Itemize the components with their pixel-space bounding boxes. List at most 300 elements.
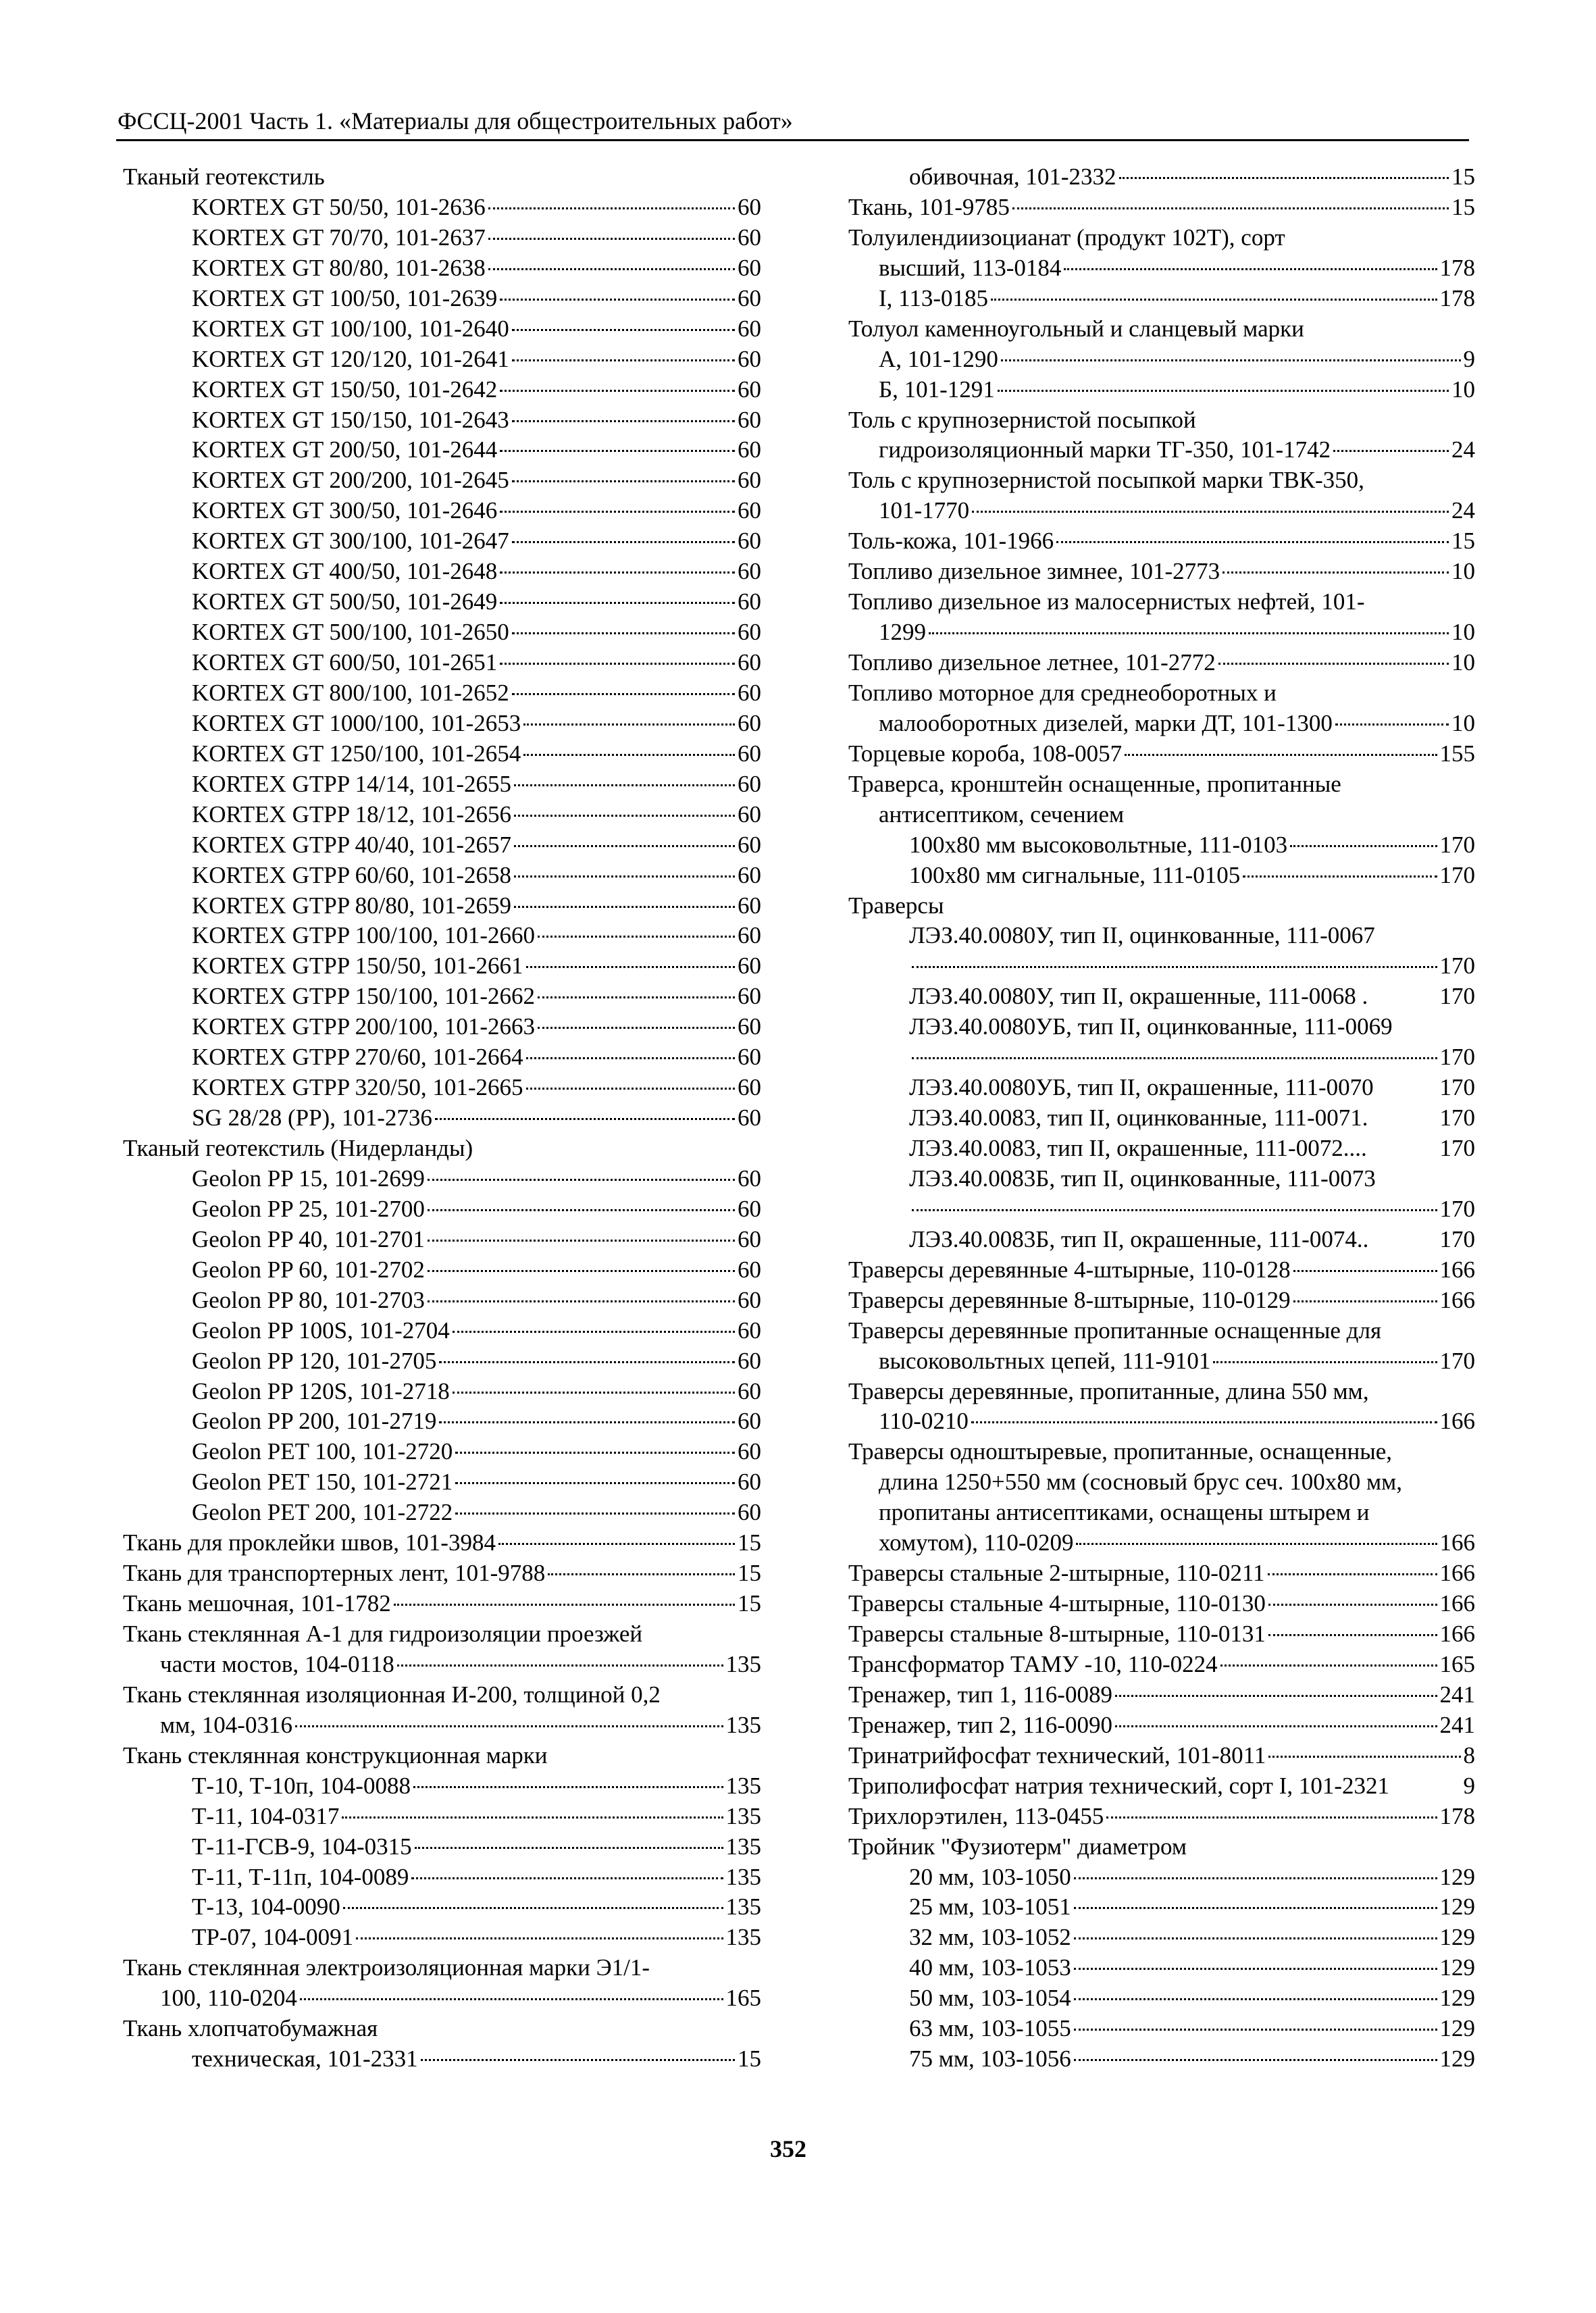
index-entry-text: Толь с крупнозернистой посыпкой марки ТВК-350, [848, 467, 1364, 494]
index-entry-page: 135 [725, 1802, 761, 1829]
index-entry-text: KORTEX GT 300/100, 101-2647 [192, 528, 509, 555]
index-entry-page: 60 [738, 649, 761, 676]
dot-leader [500, 511, 735, 513]
index-entry-text: 101-1770 [879, 497, 970, 524]
dot-leader [394, 1604, 735, 1606]
index-entry-page: 166 [1439, 1286, 1475, 1313]
index-entry-page: 24 [1451, 497, 1475, 524]
index-entry-text: KORTEX GTPP 270/60, 101-2664 [192, 1044, 523, 1071]
index-entry [123, 496, 761, 526]
index-entry [848, 253, 1475, 284]
index-entry-page: 178 [1439, 284, 1475, 311]
index-entry [848, 1406, 1475, 1437]
index-entry [123, 1164, 761, 1194]
index-entry-text: Ткань, 101-9785 [848, 193, 1010, 220]
index-entry-text: ЛЭЗ.40.0080УБ, тип II, окрашенные, 111-0070 [909, 1074, 1374, 1101]
dot-leader [1012, 207, 1449, 209]
dot-leader [413, 1786, 723, 1788]
index-entry-page: 60 [738, 740, 761, 767]
index-entry-page: 60 [738, 1438, 761, 1465]
index-entry-text: 100х80 мм сигнальные, 111-0105 [909, 861, 1241, 888]
index-entry-text: 100, 110-0204 [160, 1985, 297, 2012]
index-entry [123, 1406, 761, 1437]
index-entry [123, 1498, 761, 1528]
index-entry-text: SG 28/28 (PP), 101-2736 [192, 1104, 432, 1132]
index-entry [848, 769, 1475, 800]
index-entry [123, 1862, 761, 1893]
index-entry [123, 709, 761, 739]
index-entry-page: 165 [1439, 1650, 1475, 1677]
index-column-right [848, 162, 1475, 2075]
index-entry-text: KORTEX GT 100/100, 101-2640 [192, 315, 509, 342]
dot-leader [998, 390, 1449, 392]
index-entry-text: Топливо дизельное из малосернистых нефтей, 101- [848, 588, 1365, 615]
index-entry-text: Т-11, 104-0317 [192, 1802, 340, 1829]
index-entry-page: 166 [1439, 1621, 1475, 1647]
index-entry [123, 739, 761, 769]
index-entry-text: KORTEX GT 150/150, 101-2643 [192, 406, 509, 433]
index-entry-page: 170 [1439, 1195, 1475, 1222]
index-entry [848, 162, 1475, 193]
index-entry-page: 60 [738, 528, 761, 555]
index-entry [848, 982, 1475, 1012]
dot-leader [514, 784, 735, 786]
index-entry [123, 1073, 761, 1103]
index-entry-page: 170 [1439, 861, 1475, 888]
index-entry-page: 9 [1463, 1772, 1475, 1799]
dot-leader [1064, 268, 1437, 270]
index-entry-page: 15 [1451, 163, 1475, 190]
dot-leader [512, 329, 735, 331]
index-entry-page: 166 [1439, 1560, 1475, 1587]
index-entry-text: Тринатрийфосфат технический, 101-8011 [848, 1742, 1266, 1769]
index-entry-text: Ткань стеклянная А-1 для гидроизоляции проезжей [123, 1621, 643, 1647]
index-entry-page: 170 [1439, 1347, 1475, 1374]
index-entry-text: KORTEX GT 1000/100, 101-2653 [192, 709, 521, 736]
dot-leader [514, 875, 735, 878]
index-entry-page: 10 [1451, 558, 1475, 585]
index-entry-page: 170 [1439, 952, 1475, 980]
index-entry-page: 60 [738, 619, 761, 646]
index-entry-text: высоковольтных цепей, 111-9101 [879, 1347, 1211, 1374]
dot-leader [1106, 1816, 1437, 1819]
index-entry [848, 921, 1475, 951]
dot-leader [1293, 1270, 1437, 1272]
index-entry-page: 129 [1439, 2015, 1475, 2042]
index-entry [123, 1558, 761, 1589]
dot-leader [500, 571, 735, 574]
index-entry-page: 24 [1451, 436, 1475, 463]
index-entry [848, 587, 1475, 617]
index-entry-text: Т-11-ГСВ-9, 104-0315 [192, 1833, 412, 1860]
index-entry [123, 435, 761, 465]
index-entry-page: 129 [1439, 1924, 1475, 1951]
index-entry-page: 129 [1439, 1893, 1475, 1921]
index-entry-text: KORTEX GTPP 14/14, 101-2655 [192, 770, 511, 797]
index-entry-text: Geolon PP 200, 101-2719 [192, 1408, 437, 1435]
index-entry [123, 1103, 761, 1134]
dot-leader [428, 1179, 735, 1181]
index-entry [123, 891, 761, 921]
dot-leader [415, 1847, 723, 1849]
index-entry [848, 1741, 1475, 1771]
index-entry [123, 1316, 761, 1346]
dot-leader [455, 1513, 735, 1515]
index-entry-page: 178 [1439, 1802, 1475, 1829]
index-entry-text: Топливо дизельное зимнее, 101-2773 [848, 558, 1220, 585]
index-entry-text: KORTEX GT 50/50, 101-2636 [192, 193, 486, 220]
index-entry-text: Траверсы [848, 892, 944, 919]
dot-leader [1074, 1877, 1437, 1879]
index-entry-page: 170 [1439, 1044, 1475, 1071]
dot-leader [512, 693, 735, 695]
index-entry [123, 1832, 761, 1862]
index-entry [848, 1983, 1475, 2014]
dot-leader [514, 845, 735, 847]
index-entry [848, 1802, 1475, 1832]
index-entry-page: 60 [738, 224, 761, 251]
dot-leader [1268, 1756, 1460, 1758]
dot-leader [912, 966, 1437, 968]
index-entry-text: Geolon PP 15, 101-2699 [192, 1165, 425, 1192]
index-entry [848, 526, 1475, 557]
index-entry [848, 1467, 1475, 1498]
index-entry-page: 166 [1439, 1256, 1475, 1283]
index-entry-page: 170 [1439, 983, 1475, 1010]
dot-leader [343, 1907, 723, 1909]
index-entry-text: пропитаны антисептиками, оснащены штырем и [879, 1499, 1370, 1526]
index-entry [848, 617, 1475, 648]
index-entry [123, 1528, 761, 1558]
index-entry-text: KORTEX GT 600/50, 101-2651 [192, 649, 498, 676]
dot-leader [514, 815, 735, 817]
dot-leader [300, 1998, 723, 2000]
dot-leader [929, 632, 1449, 634]
index-entry [123, 800, 761, 830]
dot-leader [526, 966, 736, 968]
dot-leader [1115, 1725, 1437, 1727]
index-entry [123, 1771, 761, 1802]
index-entry [123, 1346, 761, 1377]
index-entry-text: малооборотных дизелей, марки ДТ, 101-1300 [879, 709, 1333, 736]
index-entry [123, 526, 761, 557]
index-entry-page: 60 [738, 1377, 761, 1404]
index-entry [848, 2044, 1475, 2075]
index-entry-page: 178 [1439, 254, 1475, 281]
index-entry-text: Тройник "Фузиотерм" диаметром [848, 1833, 1187, 1860]
index-entry-page: 170 [1439, 831, 1475, 858]
index-entry-text: KORTEX GT 300/50, 101-2646 [192, 497, 498, 524]
index-entry-page: 9 [1463, 345, 1475, 372]
index-entry-text: Тканый геотекстиль (Нидерланды) [123, 1135, 473, 1161]
dot-leader [538, 1027, 735, 1029]
index-entry-page: 165 [725, 1985, 761, 2012]
index-entry-page: 60 [738, 1408, 761, 1435]
index-entry [848, 1498, 1475, 1528]
index-entry-text: антисептиком, сечением [879, 800, 1125, 828]
index-entry-page: 10 [1451, 376, 1475, 403]
index-entry-page: 60 [738, 1286, 761, 1313]
index-entry [848, 678, 1475, 709]
index-entry [123, 1134, 761, 1164]
dot-leader [295, 1725, 723, 1727]
index-entry-page: 10 [1451, 649, 1475, 676]
index-entry-page: 170 [1439, 1074, 1475, 1101]
index-entry-page: 60 [738, 892, 761, 919]
index-entry-page: 60 [738, 679, 761, 706]
index-entry-page: 129 [1439, 1985, 1475, 2012]
dot-leader [342, 1816, 723, 1819]
index-entry [848, 1862, 1475, 1893]
index-entry-page: 166 [1439, 1529, 1475, 1556]
index-entry-page: 60 [738, 831, 761, 858]
index-entry [848, 1346, 1475, 1377]
index-entry [123, 861, 761, 891]
index-entry-text: KORTEX GTPP 100/100, 101-2660 [192, 922, 535, 949]
index-entry-text: Ткань стеклянная изоляционная И-200, толщиной 0,2 [123, 1681, 661, 1708]
dot-leader [428, 1240, 735, 1242]
index-entry [123, 921, 761, 951]
index-entry [848, 435, 1475, 465]
index-entry [123, 830, 761, 861]
index-entry [848, 1194, 1475, 1225]
index-entry-text: Траверсы одноштыревые, пропитанные, оснащенные, [848, 1438, 1393, 1465]
index-entry-text: KORTEX GT 80/80, 101-2638 [192, 254, 486, 281]
index-entry-page: 135 [725, 1711, 761, 1738]
dot-leader [912, 1209, 1437, 1211]
index-entry [848, 1558, 1475, 1589]
index-entry-text: Трансформатор ТАМУ -10, 110-0224 [848, 1650, 1218, 1677]
dot-leader [1268, 1604, 1437, 1606]
dot-leader [453, 1392, 735, 1394]
index-entry-text: KORTEX GT 70/70, 101-2637 [192, 224, 486, 251]
index-entry-text: KORTEX GTPP 60/60, 101-2658 [192, 861, 511, 888]
index-entry-text: Geolon PP 80, 101-2703 [192, 1286, 425, 1313]
index-entry-page: 135 [725, 1650, 761, 1677]
dot-leader [500, 602, 735, 604]
index-entry-page: 135 [725, 1772, 761, 1799]
index-entry [123, 1255, 761, 1286]
index-entry [123, 1377, 761, 1407]
dot-leader [538, 936, 735, 938]
index-entry-text: ЛЭЗ.40.0080У, тип II, оцинкованные, 111-0067 [909, 922, 1375, 949]
index-entry-text: KORTEX GT 120/120, 101-2641 [192, 345, 509, 372]
index-entry-page: 129 [1439, 1863, 1475, 1890]
index-entry-text: KORTEX GT 200/200, 101-2645 [192, 467, 509, 494]
dot-leader [455, 1482, 735, 1484]
dot-leader [1074, 1968, 1437, 1970]
index-entry-text: Ткань стеклянная электроизоляционная марки Э1/1- [123, 1954, 650, 1981]
index-entry-page: 60 [738, 861, 761, 888]
index-entry-text: Ткань мешочная, 101-1782 [123, 1590, 391, 1617]
index-entry-text: Т-13, 104-0090 [192, 1893, 340, 1921]
index-entry-page: 60 [738, 1347, 761, 1374]
index-entry-text: 63 мм, 103-1055 [909, 2015, 1071, 2042]
dot-leader [526, 1057, 736, 1059]
index-entry-text: KORTEX GTPP 80/80, 101-2659 [192, 892, 511, 919]
dot-leader [971, 1421, 1437, 1423]
index-entry [123, 557, 761, 587]
index-entry-page: 10 [1451, 619, 1475, 646]
dot-leader [512, 632, 735, 634]
dot-leader [1056, 541, 1449, 543]
dot-leader [512, 420, 735, 422]
index-entry-page: 10 [1451, 709, 1475, 736]
index-entry [848, 1892, 1475, 1923]
index-entry-text: Ткань для проклейки швов, 101-3984 [123, 1529, 496, 1556]
index-entry [848, 861, 1475, 891]
dot-leader [411, 1877, 723, 1879]
index-entry-text: Тканый геотекстиль [123, 163, 325, 190]
dot-leader [991, 299, 1437, 301]
index-entry-page: 60 [738, 193, 761, 220]
dot-leader [523, 723, 735, 726]
dot-leader [1115, 1695, 1437, 1697]
index-entry [123, 1286, 761, 1316]
index-entry-text: Geolon PP 120S, 101-2718 [192, 1377, 450, 1404]
index-entry-text: KORTEX GTPP 200/100, 101-2663 [192, 1013, 535, 1040]
index-entry-text: Т-11, Т-11п, 104-0089 [192, 1863, 409, 1890]
index-column-left [123, 162, 761, 2075]
index-entry [848, 1650, 1475, 1680]
index-entry-text: ЛЭЗ.40.0080УБ, тип II, оцинкованные, 111-0069 [909, 1013, 1393, 1040]
dot-leader [500, 299, 735, 301]
index-entry-page: 60 [738, 376, 761, 403]
index-entry-text: ТР-07, 104-0091 [192, 1924, 354, 1951]
index-entry [123, 1953, 761, 1983]
index-entry-text: Траверсы деревянные 4-штырные, 110-0128 [848, 1256, 1291, 1283]
dot-leader [1218, 663, 1449, 665]
index-entry-text: KORTEX GT 800/100, 101-2652 [192, 679, 509, 706]
index-entry-page: 15 [738, 1529, 761, 1556]
dot-leader [1293, 1300, 1437, 1302]
dot-leader [500, 450, 735, 452]
index-entry [123, 1194, 761, 1225]
index-entry-page: 60 [738, 1256, 761, 1283]
index-entry [848, 951, 1475, 982]
index-entry-text: ЛЭЗ.40.0083Б, тип II, окрашенные, 111-0074.. [909, 1225, 1369, 1252]
dot-leader [1119, 177, 1449, 179]
index-entry [123, 345, 761, 375]
dot-leader [1074, 1937, 1437, 1939]
index-entry-text: KORTEX GT 500/100, 101-2650 [192, 619, 509, 646]
index-entry-page: 60 [738, 1165, 761, 1192]
index-entry-page: 60 [738, 315, 761, 342]
index-entry [848, 1589, 1475, 1619]
index-entry-text: Триполифосфат натрия технический, сорт I, 101-2321 [848, 1772, 1390, 1799]
index-entry [123, 1012, 761, 1042]
header-rule [116, 139, 1469, 141]
index-entry [123, 1983, 761, 2014]
index-entry [848, 1771, 1475, 1802]
dot-leader [1074, 1907, 1437, 1909]
index-entry [123, 1042, 761, 1073]
index-entry-text: Траверсы деревянные 8-штырные, 110-0129 [848, 1286, 1291, 1313]
index-entry-text: Geolon PET 200, 101-2722 [192, 1499, 453, 1526]
index-entry-page: 135 [725, 1863, 761, 1890]
index-entry [848, 345, 1475, 375]
index-entry-text: KORTEX GTPP 150/50, 101-2661 [192, 952, 523, 980]
index-entry [848, 648, 1475, 678]
dot-leader [538, 996, 735, 998]
index-entry-page: 60 [738, 406, 761, 433]
dot-leader [488, 268, 735, 270]
index-entry [848, 1286, 1475, 1316]
index-entry [123, 1802, 761, 1832]
index-entry-text: KORTEX GT 150/50, 101-2642 [192, 376, 498, 403]
index-entry [123, 617, 761, 648]
index-entry-page: 60 [738, 1317, 761, 1344]
index-entry [123, 1923, 761, 1953]
index-entry-text: Топливо дизельное летнее, 101-2772 [848, 649, 1216, 676]
index-entry-text: Топливо моторное для среднеоборотных и [848, 679, 1277, 706]
index-entry-text: Траверса, кронштейн оснащенные, пропитанные [848, 770, 1341, 797]
index-entry [848, 223, 1475, 253]
index-entry-text: Тренажер, тип 2, 116-0090 [848, 1711, 1112, 1738]
index-entry [123, 405, 761, 436]
index-entry-text: высший, 113-0184 [879, 254, 1062, 281]
index-entry [848, 465, 1475, 496]
index-entry-page: 155 [1439, 740, 1475, 767]
index-entry [123, 951, 761, 982]
index-entry-text: Траверсы стальные 2-штырные, 110-0211 [848, 1560, 1265, 1587]
index-entry [123, 982, 761, 1012]
index-entry [848, 1316, 1475, 1346]
index-entry [123, 375, 761, 405]
index-entry [848, 193, 1475, 223]
index-entry [848, 709, 1475, 739]
index-entry-page: 60 [738, 558, 761, 585]
index-entry [848, 1042, 1475, 1073]
index-entry-page: 60 [738, 254, 761, 281]
index-entry-text: KORTEX GTPP 40/40, 101-2657 [192, 831, 511, 858]
index-entry-page: 60 [738, 588, 761, 615]
index-entry-page: 60 [738, 1195, 761, 1222]
index-entry-text: Траверсы деревянные пропитанные оснащенные для [848, 1317, 1382, 1344]
dot-leader [428, 1209, 735, 1211]
index-entry [123, 678, 761, 709]
index-entry-text: техническая, 101-2331 [192, 2045, 418, 2073]
index-entry-page: 129 [1439, 1954, 1475, 1981]
dot-leader [1268, 1573, 1437, 1575]
dot-leader [523, 754, 735, 756]
index-entry-text: Тренажер, тип 1, 116-0089 [848, 1681, 1112, 1708]
index-entry-text: ЛЭЗ.40.0083, тип II, оцинкованные, 111-0071. [909, 1104, 1368, 1132]
index-entry [123, 1710, 761, 1741]
index-entry [848, 1255, 1475, 1286]
index-entry-text: длина 1250+550 мм (сосновый брус сеч. 100х80 мм, [879, 1469, 1403, 1496]
index-entry-text: Траверсы стальные 8-штырные, 110-0131 [848, 1621, 1266, 1647]
index-entry [123, 1467, 761, 1498]
index-entry [848, 1012, 1475, 1042]
index-entry [123, 1680, 761, 1710]
index-entry [123, 2014, 761, 2044]
index-entry-text: Торцевые короба, 108-0057 [848, 740, 1123, 767]
index-entry-text: Т-10, Т-10п, 104-0088 [192, 1772, 411, 1799]
index-entry-text: А, 101-1290 [879, 345, 998, 372]
index-entry-text: гидроизоляционный марки ТГ-350, 101-1742 [879, 436, 1331, 463]
index-entry [848, 1710, 1475, 1741]
index-entry-text: KORTEX GT 200/50, 101-2644 [192, 436, 498, 463]
index-entry-text: 20 мм, 103-1050 [909, 1863, 1071, 1890]
index-entry [848, 1680, 1475, 1710]
index-entry-text: 100х80 мм высоковольтные, 111-0103 [909, 831, 1288, 858]
index-entry-page: 60 [738, 1104, 761, 1132]
index-entry [123, 1225, 761, 1255]
dot-leader [1076, 1543, 1437, 1545]
index-entry-page: 15 [738, 1560, 761, 1587]
index-entry [848, 1923, 1475, 1953]
